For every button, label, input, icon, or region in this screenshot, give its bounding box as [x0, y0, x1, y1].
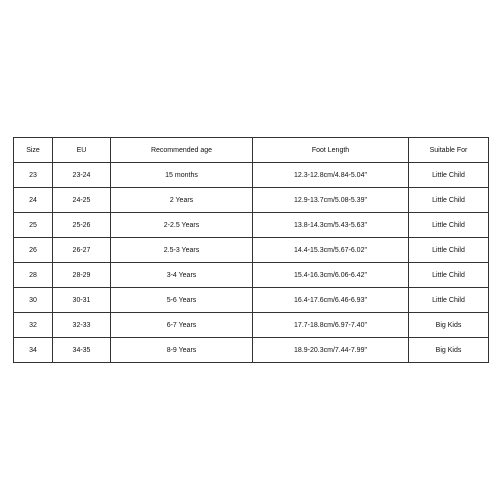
cell-eu: 34-35: [53, 338, 111, 363]
table-header-row: [14, 138, 489, 163]
cell-suitable-for: Big Kids: [409, 313, 489, 338]
cell-foot-length: 18.9-20.3cm/7.44-7.99": [253, 338, 409, 363]
cell-suitable-for: Little Child: [409, 238, 489, 263]
cell-suitable-for: Big Kids: [409, 338, 489, 363]
cell-recommended-age: 2.5-3 Years: [111, 238, 253, 263]
header-eu: EU: [53, 138, 111, 163]
cell-foot-length: 14.4-15.3cm/5.67-6.02": [253, 238, 409, 263]
cell-recommended-age: 3-4 Years: [111, 263, 253, 288]
cell-recommended-age: 5-6 Years: [111, 288, 253, 313]
table-row: [14, 313, 489, 338]
cell-size: 34: [14, 338, 53, 363]
cell-recommended-age: 2 Years: [111, 188, 253, 213]
cell-suitable-for: Little Child: [409, 163, 489, 188]
cell-size: 25: [14, 213, 53, 238]
cell-eu: 30-31: [53, 288, 111, 313]
cell-size: 28: [14, 263, 53, 288]
cell-size: 24: [14, 188, 53, 213]
table-row: [14, 238, 489, 263]
table-row: [14, 263, 489, 288]
cell-eu: 23-24: [53, 163, 111, 188]
table-row: [14, 288, 489, 313]
cell-eu: 32-33: [53, 313, 111, 338]
cell-suitable-for: Little Child: [409, 188, 489, 213]
table-row: [14, 188, 489, 213]
header-suitable-for: Suitable For: [409, 138, 489, 163]
cell-size: 26: [14, 238, 53, 263]
cell-recommended-age: 15 months: [111, 163, 253, 188]
header-recommended-age: Recommended age: [111, 138, 253, 163]
cell-eu: 28-29: [53, 263, 111, 288]
table-row: [14, 213, 489, 238]
cell-size: 30: [14, 288, 53, 313]
cell-size: 32: [14, 313, 53, 338]
cell-size: 23: [14, 163, 53, 188]
cell-eu: 26-27: [53, 238, 111, 263]
cell-eu: 24-25: [53, 188, 111, 213]
table-row: [14, 163, 489, 188]
cell-recommended-age: 6-7 Years: [111, 313, 253, 338]
table-row: [14, 338, 489, 363]
cell-suitable-for: Little Child: [409, 213, 489, 238]
header-foot-length: Foot Length: [253, 138, 409, 163]
cell-foot-length: 12.3-12.8cm/4.84-5.04": [253, 163, 409, 188]
cell-foot-length: 17.7-18.8cm/6.97-7.40": [253, 313, 409, 338]
cell-suitable-for: Little Child: [409, 263, 489, 288]
cell-recommended-age: 2-2.5 Years: [111, 213, 253, 238]
cell-foot-length: 15.4-16.3cm/6.06-6.42": [253, 263, 409, 288]
cell-suitable-for: Little Child: [409, 288, 489, 313]
cell-eu: 25-26: [53, 213, 111, 238]
cell-foot-length: 16.4-17.6cm/6.46-6.93": [253, 288, 409, 313]
size-chart-table: [13, 137, 489, 363]
cell-foot-length: 12.9-13.7cm/5.08-5.39": [253, 188, 409, 213]
header-size: Size: [14, 138, 53, 163]
cell-recommended-age: 8-9 Years: [111, 338, 253, 363]
cell-foot-length: 13.8-14.3cm/5.43-5.63": [253, 213, 409, 238]
